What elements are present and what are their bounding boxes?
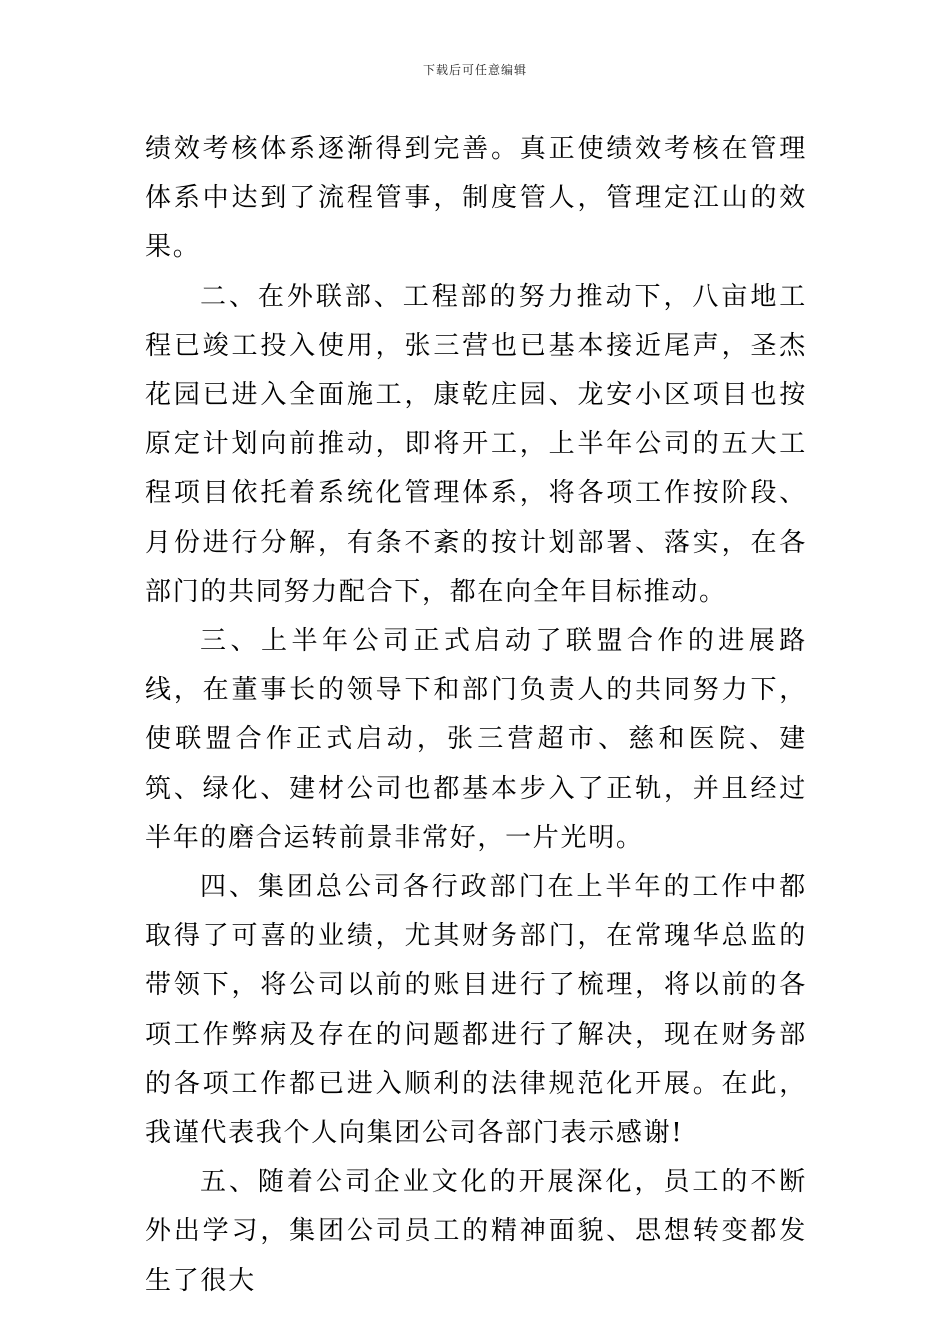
paragraph-section-2: 二、在外联部、工程部的努力推动下，八亩地工程已竣工投入使用，张三营也已基本接近尾声，圣杰花园已进入全面施工，康乾庄园、龙安小区项目也按原定计划向前推动，即将开工，上半年公司的五大工程项目依托着系统化管理体系，将各项工作按阶段、月份进行分解，有条不紊的按计划部署、落实，在各部门的共同努力配合下，都在向全年目标推动。 [145, 281, 807, 607]
paragraph-section-3: 三、上半年公司正式启动了联盟合作的进展路线，在董事长的领导下和部门负责人的共同努力下，使联盟合作正式启动，张三营超市、慈和医院、建筑、绿化、建材公司也都基本步入了正轨，并且经过半年的磨合运转前景非常好，一片光明。 [145, 626, 807, 853]
paragraph-section-5: 五、随着公司企业文化的开展深化，员工的不断外出学习，集团公司员工的精神面貌、思想转变都发生了很大 [145, 1167, 807, 1296]
document-body [145, 125, 807, 1306]
page-header: 下载后可任意编辑 [422, 63, 527, 77]
paragraph-section-4: 四、集团总公司各行政部门在上半年的工作中都取得了可喜的业绩，尤其财务部门，在常瑰华总监的带领下，将公司以前的账目进行了梳理，将以前的各项工作弊病及存在的问题都进行了解决，现在财务部的各项工作都已进入顺利的法律规范化开展。在此，我谨代表我个人向集团公司各部门表示感谢! [145, 872, 807, 1149]
paragraph-continuation: 绩效考核体系逐渐得到完善。真正使绩效考核在管理体系中达到了流程管事，制度管人，管理定江山的效果。 [145, 134, 807, 263]
